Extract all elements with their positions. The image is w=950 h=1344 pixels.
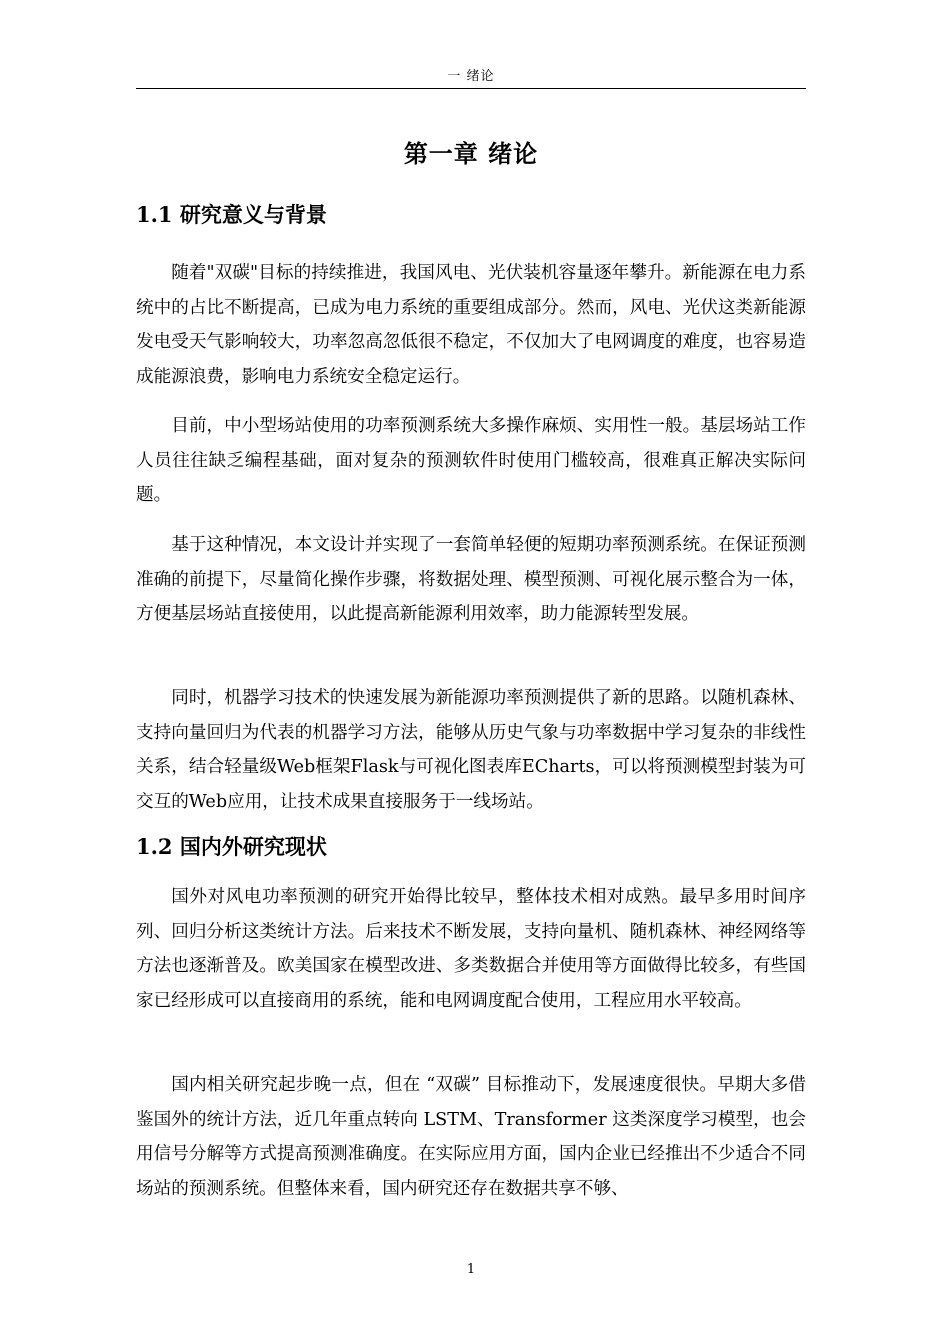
running-header: 一 绪论 [447,69,495,84]
section-heading-1-2: 1.2 国内外研究现状 [136,834,327,859]
paragraph: 目前，中小型场站使用的功率预测系统大多操作麻烦、实用性一般。基层场站工作人员往往缺乏编程基础，面对复杂的预测软件时使用门槛较高，很难真正解决实际问题。 [136,416,806,506]
chapter-title: 第一章 绪论 [403,139,539,168]
section-heading-1-1: 1.1 研究意义与背景 [136,202,327,227]
paragraph: 基于这种情况，本文设计并实现了一套简单轻便的短期功率预测系统。在保证预测准确的前提下，尽量简化操作步骤，将数据处理、模型预测、可视化展示整合为一体，方便基层场站直接使用，以此提高新能源利用效率，助力能源转型发展。 [136,535,806,625]
paragraph: 随着"双碳"目标的持续推进，我国风电、光伏装机容量逐年攀升。新能源在电力系统中的占比不断提高，已成为电力系统的重要组成部分。然而，风电、光伏这类新能源发电受天气影响较大，功率忽高忽低很不稳定，不仅加大了电网调度的难度，也容易造成能源浪费，影响电力系统安全稳定运行。 [136,263,806,387]
paragraph: 国外对风电功率预测的研究开始得比较早，整体技术相对成熟。最早多用时间序列、回归分析这类统计方法。后来技术不断发展，支持向量机、随机森林、神经网络等方法也逐渐普及。欧美国家在模型改进、多类数据合并使用等方面做得比较多，有些国家已经形成可以直接商用的系统，能和电网调度配合使用，工程应用水平较高。 [136,887,806,1011]
page-number: 1 [466,1262,476,1277]
paragraph: 同时，机器学习技术的快速发展为新能源功率预测提供了新的思路。以随机森林、支持向量回归为代表的机器学习方法，能够从历史气象与功率数据中学习复杂的非线性关系，结合轻量级Web框架Flask与可视化图表库ECharts，可以将预测模型封装为可交互的Web应用，让技术成果直接服务于一线场站。 [136,688,806,812]
header-rule [136,88,806,89]
paragraph: 国内相关研究起步晚一点，但在 “双碳” 目标推动下，发展速度很快。早期大多借鉴国外的统计方法，近几年重点转向 LSTM、Transformer 这类深度学习模型，也会用信号分解等方式提高预测准确度。在实际应用方面，国内企业已经推出不少适合不同场站的预测系统。但整体来看，国内研究还存在数据共享不够、 [136,1075,806,1199]
